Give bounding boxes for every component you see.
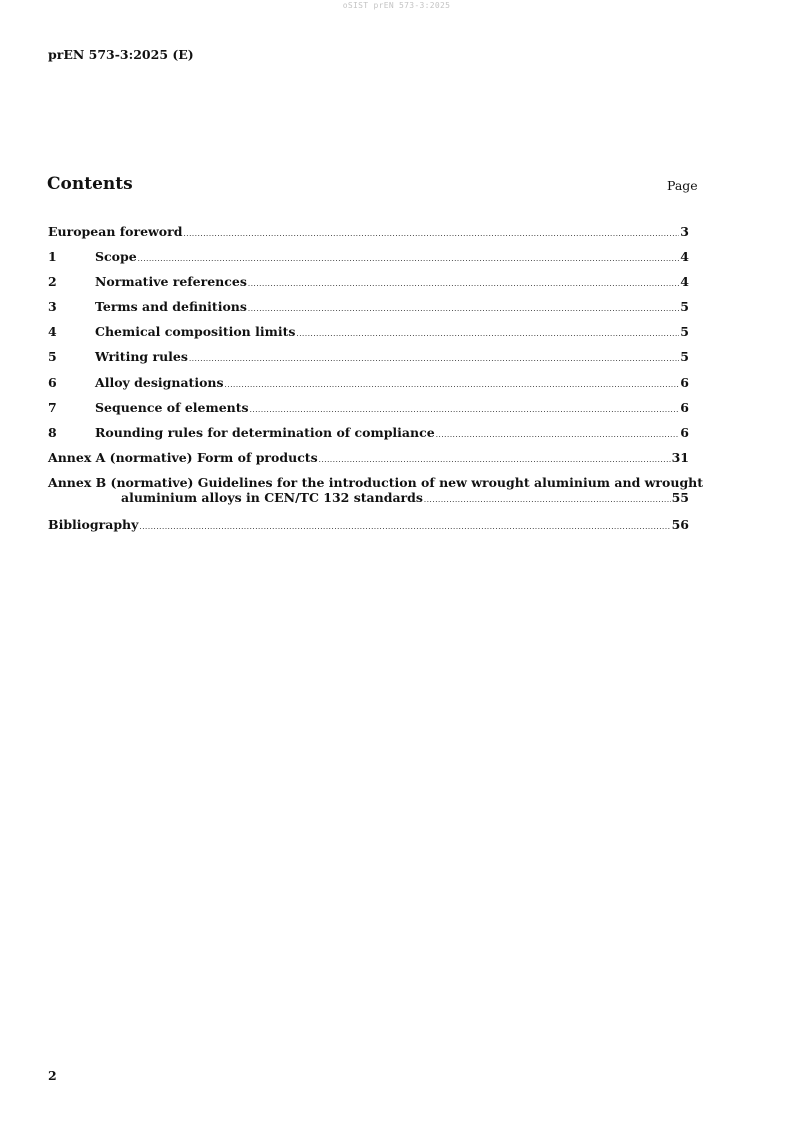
toc-leader-dots [138,251,680,267]
toc-entry-title: Bibliography [48,516,139,532]
toc-leader-dots [436,427,680,443]
toc-entry-number: 3 [48,299,57,315]
toc-entry-number: 7 [48,399,57,415]
toc-entry-alloy-designations[interactable] [48,375,689,400]
toc-entry-title: European foreword [48,224,183,239]
watermark: oSIST prEN 573-3:2025 [342,1,451,10]
toc-leader-dots [248,301,679,317]
page-number: 2 [48,1068,57,1083]
toc-entry-bibliography[interactable] [48,517,689,542]
toc-leader-dots [248,276,679,292]
toc-entry-page: 3 [680,224,689,239]
toc-entry-european-foreword[interactable] [48,224,689,249]
toc-entry-page: 6 [680,424,689,440]
toc-entry-number: 1 [48,249,57,265]
document-id: prEN 573-3:2025 (E) [48,47,194,62]
toc-leader-dots [250,402,680,418]
toc-entry-title: Annex B (normative) Guidelines for the introduction of new wrought aluminium and wrought [48,474,704,490]
toc-leader-dots [189,351,679,367]
toc-entry-writing-rules[interactable] [48,349,689,374]
toc-entry-terms-and-definitions[interactable] [48,299,689,324]
toc-leader-dots [225,377,680,393]
toc-entry-number: 5 [48,349,57,365]
toc-entry-title: Normative references [95,274,247,290]
toc-entry-title: Alloy designations [95,374,224,390]
toc-entry-scope[interactable] [48,249,689,274]
toc-leader-dots [139,519,670,535]
toc-leader-dots [424,493,671,508]
toc-entry-title: Terms and definitions [95,299,247,315]
toc-entry-annex-a[interactable] [48,450,689,475]
toc-leader-dots [183,226,679,242]
toc-entry-page: 5 [680,349,689,365]
toc-entry-title-continuation: aluminium alloys in CEN/TC 132 standards [121,489,423,505]
toc-entry-page: 31 [671,449,689,465]
toc-entry-title: Scope [95,249,137,265]
toc-entry-sequence-of-elements[interactable] [48,400,689,425]
toc-entry-page: 4 [680,249,689,265]
toc-entry-number: 8 [48,424,57,440]
toc-entry-page: 6 [680,399,689,415]
toc-entry-number: 6 [48,374,57,390]
toc-entry-title: Rounding rules for determination of compliance [95,424,435,440]
toc-entry-page: 56 [671,516,689,532]
toc-entry-title: Annex A (normative) Form of products [48,449,318,465]
contents-heading: Contents [47,174,133,194]
toc-entry-title: Chemical composition limits [95,324,296,340]
toc-entry-page: 4 [680,274,689,290]
toc-entry-page: 5 [680,324,689,340]
toc-leader-dots [319,452,671,468]
toc-entry-chemical-composition-limits[interactable] [48,324,689,349]
table-of-contents [48,224,704,542]
toc-entry-page: 5 [680,299,689,315]
toc-entry-number: 2 [48,274,57,290]
toc-entry-title: Writing rules [95,349,188,365]
toc-entry-number: 4 [48,324,57,340]
page-column-heading: Page [667,178,698,193]
toc-entry-page: 6 [680,374,689,390]
toc-entry-normative-references[interactable] [48,274,689,299]
toc-entry-title: Sequence of elements [95,399,249,415]
toc-entry-page: 55 [671,489,689,505]
toc-entry-rounding-rules[interactable] [48,425,689,450]
toc-leader-dots [296,326,679,342]
toc-entry-annex-b[interactable] [48,474,704,508]
